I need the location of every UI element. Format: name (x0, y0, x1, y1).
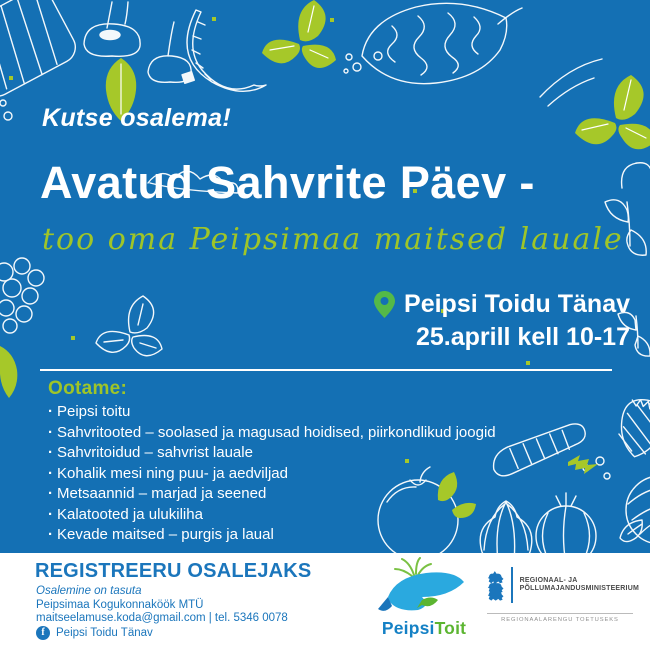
peipsitoit-wordmark: PeipsiToit (381, 618, 467, 638)
location-pin-icon (374, 291, 395, 318)
expect-heading: Ootame: (48, 378, 128, 399)
peipsitoit-fish-icon (376, 557, 472, 615)
facebook-page-name: Peipsi Toidu Tänav (56, 627, 153, 639)
list-item: · Sahvritoidud – sahvrist lauale (48, 444, 253, 461)
ministry-logo (487, 567, 639, 623)
poster-subtitle: too oma Peipsimaa maitsed lauale (42, 222, 624, 257)
poster-title: Avatud Sahvrite Päev - (40, 157, 535, 208)
contact-info[interactable]: maitseelamuse.koda@gmail.com | tel. 5346 0078 (36, 612, 288, 624)
register-heading: REGISTREERU OSALEJAKS (35, 560, 312, 582)
list-item: · Peipsi toitu (48, 403, 131, 420)
ministry-tagline: REGIONAALARENGU TOETUSEKS (501, 617, 619, 623)
organization-name: Peipsimaa Kogukonnaköök MTÜ (36, 599, 204, 611)
list-item: · Kalatooted ja ulukiliha (48, 505, 203, 523)
kicker-text: Kutse osalema! (42, 104, 231, 132)
expect-list (48, 402, 496, 546)
estonian-lions-icon (487, 568, 504, 602)
list-item: · Metsaannid – marjad ja seened (48, 485, 267, 502)
peipsitoit-logo (372, 557, 476, 639)
ministry-name: REGIONAAL- JA PÕLLUMAJANDUSMINISTEERIUM (519, 576, 639, 592)
event-details (374, 288, 630, 354)
facebook-link[interactable] (36, 626, 153, 640)
free-participation-note: Osalemine on tasuta (36, 585, 142, 597)
list-item: · Kohalik mesi ning puu- ja aedviljad (48, 464, 288, 482)
event-datetime: 25.aprill kell 10-17 (415, 323, 630, 351)
facebook-icon: f (36, 626, 50, 640)
list-item: · Kevade maitsed – purgis ja laual (48, 526, 274, 543)
logo-separator (511, 567, 512, 603)
event-location: Peipsi Toidu Tänav (404, 290, 630, 318)
ministry-divider (487, 613, 633, 614)
list-item: · Sahvritooted – soolased ja magusad hoidised, piirkondlikud joogid (48, 423, 496, 441)
footer (0, 553, 650, 649)
divider-line (40, 369, 612, 371)
